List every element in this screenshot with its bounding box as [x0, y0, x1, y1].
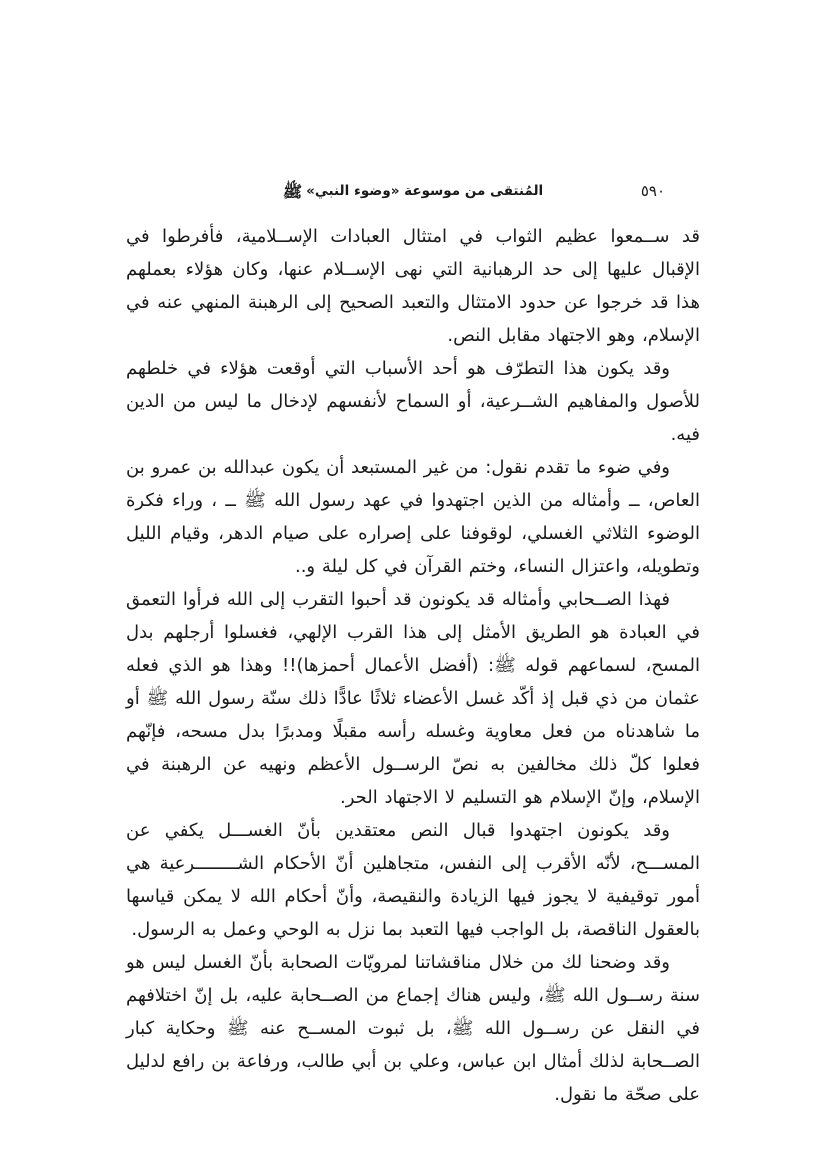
page-content — [126, 178, 700, 1111]
paragraph: وقد يكون هذا التطرّف هو أحد الأسباب التي أوقعت هؤلاء في خلطهم للأصول والمفاهيم الشــرعية، أو السماح لأنفسهم لإدخال ما ليس من الدين فيه. — [126, 358, 700, 445]
page-header — [126, 178, 700, 204]
salla-calligraphy-icon: ﷺ — [282, 182, 303, 201]
paragraph: قد ســمعوا عظيم الثواب في امتثال العبادات الإســلامية، فأفرطوا في الإقبال عليها إلى حد الرهبانية التي نهى الإســلام عنها، وكان هؤلاء بعملهم هذا قد خرجوا عن حدود الامتثال والتعبد الصحيح إلى الرهبنة المنهي عنه في الإسلام، وهو الاجتهاد مقابل النص. — [126, 226, 700, 346]
page-title — [126, 178, 700, 205]
paragraph: فهذا الصــحابي وأمثاله قد يكونون قد أحبوا التقرب إلى الله فرأوا التعمق في العبادة هو الطريق الأمثل إلى هذا القرب الإلهي، فغسلوا أرجلهم بدل المسح، لسماعهم قوله ﷺ: (أفضل الأعمال أحمزها)!! وهذا هو الذي فعله عثمان من ذي قبل إذ أكّد غسل الأعضاء ثلاثًا عادًّا ذلك سنّة رسول الله ﷺ أو ما شاهدناه من فعل معاوية وغسله رأسه مقبلًا ومدبرًا بدل مسحه، فإنّهم فعلوا كلّ ذلك مخالفين به نصّ الرســول الأعظم ونهيه عن الرهبنة في الإسلام، وإنّ الإسلام هو التسليم لا الاجتهاد الحر. — [126, 589, 700, 808]
book-title-text: المُنتقى من موسوعة «وضوء النبي» — [306, 183, 544, 199]
body-text — [126, 220, 700, 1111]
page-number: ٥٩٠ — [640, 182, 665, 200]
paragraph: وقد وضحنا لك من خلال مناقشاتنا لمرويّات الصحابة بأنّ الغسل ليس هو سنة رســول الله ﷺ، وليس هناك إجماع من الصــحابة عليه، بل إنّ اختلافهم في النقل عن رســول الله ﷺ، بل ثبوت المســح عنه ﷺ وحكاية كبار الصــحابة لذلك أمثال ابن عباس، وعلي بن أبي طالب، ورفاعة بن رافع لدليل على صحّة ما نقول. — [126, 952, 700, 1105]
paragraph: وقد يكونون اجتهدوا قبال النص معتقدين بأنّ الغســـل يكفي عن المســـح، لأنّه الأقرب إلى النفس، متجاهلين أنّ الأحكام الشــــــــرعية هي أمور توقيفية لا يجوز فيها الزيادة والنقيصة، وأنّ أحكام الله لا يمكن قياسها بالعقول الناقصة، بل الواجب فيها التعبد بما نزل به الوحي وعمل به الرسول. — [126, 820, 700, 940]
paragraph: وفي ضوء ما تقدم نقول: من غير المستبعد أن يكون عبدالله بن عمرو بن العاص، ــ وأمثاله من الذين اجتهدوا في عهد رسول الله ﷺ ــ ، وراء فكرة الوضوء الثلاثي الغسلي، لوقوفنا على إصراره على صيام الدهر، وقيام الليل وتطويله، واعتزال النساء، وختم القرآن في كل ليلة و.. — [126, 457, 700, 577]
